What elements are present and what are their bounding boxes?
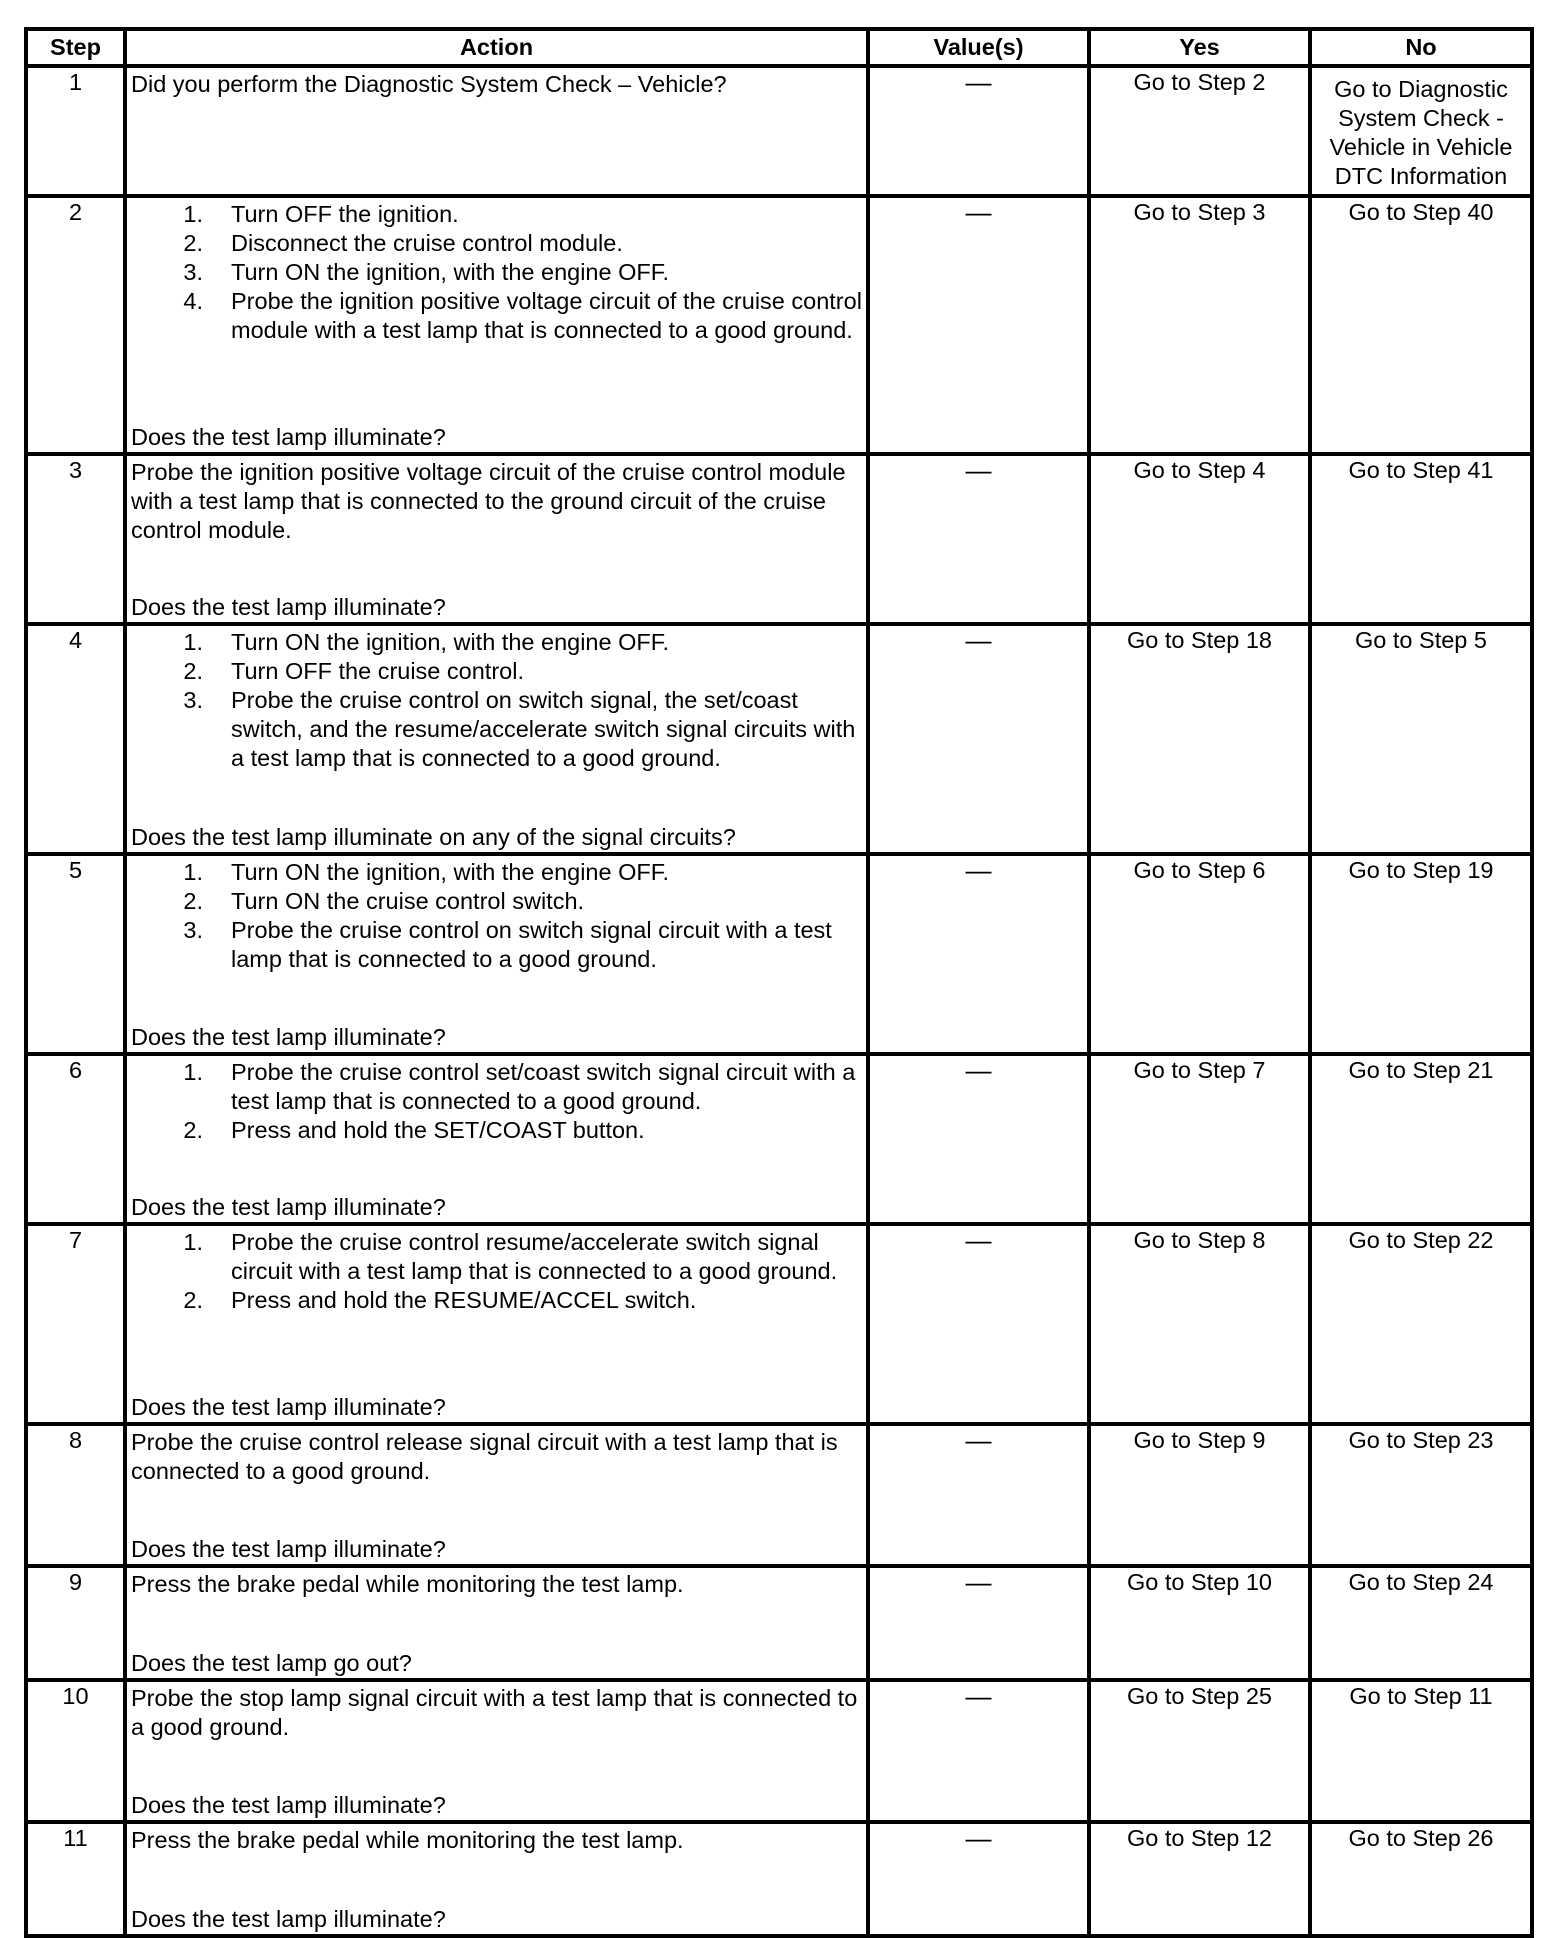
action-steps-list	[131, 1228, 862, 1315]
yes-cell	[1089, 1054, 1310, 1224]
list-item-number: 2.	[183, 1287, 203, 1313]
no-cell	[1310, 66, 1532, 196]
no-cell	[1310, 1680, 1532, 1822]
action-question: Does the test lamp go out?	[131, 1650, 412, 1676]
list-item	[131, 287, 862, 345]
value-cell: —	[868, 1680, 1089, 1822]
action-steps-list	[131, 200, 862, 345]
no-cell	[1310, 854, 1532, 1054]
list-item-number: 2.	[183, 658, 203, 684]
yes-cell	[1089, 624, 1310, 854]
no-goto-text: Go to Step 40	[1348, 199, 1494, 225]
yes-goto-text: Go to Step 12	[1126, 1825, 1273, 1851]
step-number: 2	[26, 196, 125, 454]
action-steps-list	[131, 628, 862, 773]
list-item-text: Probe the cruise control resume/accelerate switch signal circuit with a test lamp that is connected to a good ground.	[231, 1229, 838, 1284]
yes-cell	[1089, 1224, 1310, 1424]
no-goto-text: Go to Diagnostic System Check - Vehicle in Vehicle DTC Information	[1329, 76, 1513, 189]
action-cell	[125, 1680, 868, 1822]
yes-cell	[1089, 1424, 1310, 1566]
list-item-number: 2.	[183, 1117, 203, 1143]
action-text: Press the brake pedal while monitoring the test lamp.	[131, 1571, 684, 1597]
header-action: Action	[125, 29, 868, 66]
no-goto-text: Go to Step 11	[1349, 1683, 1493, 1709]
yes-goto-text: Go to Step 3	[1133, 199, 1266, 225]
list-item-number: 2.	[183, 888, 203, 914]
table-row	[26, 1224, 1532, 1424]
table-row	[26, 1566, 1532, 1680]
value-cell: —	[868, 454, 1089, 624]
list-item	[131, 887, 862, 916]
no-goto-text: Go to Step 19	[1348, 857, 1494, 883]
yes-goto-text: Go to Step 6	[1133, 857, 1266, 883]
action-cell	[125, 624, 868, 854]
no-cell	[1310, 1566, 1532, 1680]
action-question: Does the test lamp illuminate?	[131, 1906, 446, 1932]
no-goto-text: Go to Step 23	[1348, 1427, 1494, 1453]
list-item	[131, 657, 862, 686]
list-item-number: 3.	[183, 687, 203, 713]
list-item-number: 2.	[183, 230, 203, 256]
list-item-text: Probe the cruise control on switch signal, the set/coast switch, and the resume/accelerate switch signal circuits with a test lamp that is connected to a good ground.	[231, 687, 856, 771]
table-row	[26, 1822, 1532, 1936]
list-item-number: 1.	[183, 629, 203, 655]
action-cell	[125, 66, 868, 196]
header-yes: Yes	[1089, 29, 1310, 66]
value-cell: —	[868, 854, 1089, 1054]
list-item-text: Turn ON the cruise control switch.	[231, 888, 585, 914]
step-number: 10	[26, 1680, 125, 1822]
header-row	[26, 29, 1532, 66]
step-number: 4	[26, 624, 125, 854]
action-cell	[125, 1224, 868, 1424]
list-item	[131, 1286, 862, 1315]
list-item	[131, 916, 862, 974]
step-number: 5	[26, 854, 125, 1054]
list-item	[131, 258, 862, 287]
step-number: 6	[26, 1054, 125, 1224]
list-item-number: 3.	[183, 259, 203, 285]
list-item-text: Press and hold the SET/COAST button.	[231, 1117, 645, 1143]
action-question: Does the test lamp illuminate on any of the signal circuits?	[131, 824, 736, 850]
list-item	[131, 686, 862, 773]
table-row	[26, 1054, 1532, 1224]
header-values: Value(s)	[868, 29, 1089, 66]
action-question: Does the test lamp illuminate?	[131, 1792, 446, 1818]
no-goto-text: Go to Step 41	[1348, 457, 1494, 483]
list-item	[131, 1228, 862, 1286]
action-cell	[125, 1566, 868, 1680]
action-question: Does the test lamp illuminate?	[131, 594, 446, 620]
yes-goto-text: Go to Step 25	[1126, 1683, 1273, 1709]
list-item-text: Turn ON the ignition, with the engine OFF.	[231, 629, 670, 655]
action-question: Does the test lamp illuminate?	[131, 1536, 446, 1562]
step-number: 9	[26, 1566, 125, 1680]
step-number: 7	[26, 1224, 125, 1424]
table-body	[26, 66, 1532, 1936]
yes-goto-text: Go to Step 10	[1126, 1569, 1273, 1595]
list-item	[131, 200, 862, 229]
list-item-text: Disconnect the cruise control module.	[231, 230, 623, 256]
action-question: Does the test lamp illuminate?	[131, 1194, 446, 1220]
header-step: Step	[26, 29, 125, 66]
no-cell	[1310, 624, 1532, 854]
list-item-text: Turn OFF the ignition.	[231, 201, 459, 227]
diagnostic-table	[24, 27, 1534, 1938]
list-item-number: 3.	[183, 917, 203, 943]
list-item-text: Probe the ignition positive voltage circuit of the cruise control module with a test lamp that is connected to a good ground.	[231, 288, 862, 343]
table-row	[26, 854, 1532, 1054]
no-cell	[1310, 1054, 1532, 1224]
step-number: 8	[26, 1424, 125, 1566]
yes-cell	[1089, 1680, 1310, 1822]
table-row	[26, 454, 1532, 624]
no-goto-text: Go to Step 26	[1348, 1825, 1494, 1851]
no-goto-text: Go to Step 24	[1348, 1569, 1494, 1595]
action-text: Probe the stop lamp signal circuit with a test lamp that is connected to a good ground.	[131, 1685, 858, 1740]
list-item-text: Probe the cruise control on switch signal circuit with a test lamp that is connected to a good ground.	[231, 917, 832, 972]
list-item	[131, 229, 862, 258]
list-item-text: Turn ON the ignition, with the engine OFF.	[231, 859, 670, 885]
no-cell	[1310, 196, 1532, 454]
list-item-number: 4.	[183, 288, 203, 314]
no-goto-text: Go to Step 21	[1348, 1057, 1494, 1083]
value-cell: —	[868, 1566, 1089, 1680]
action-text: Probe the cruise control release signal circuit with a test lamp that is connected to a good ground.	[131, 1429, 838, 1484]
table-row	[26, 1424, 1532, 1566]
action-steps-list	[131, 858, 862, 974]
table-row	[26, 196, 1532, 454]
value-cell: —	[868, 1054, 1089, 1224]
table-row	[26, 1680, 1532, 1822]
value-cell: —	[868, 196, 1089, 454]
action-question: Does the test lamp illuminate?	[131, 1024, 446, 1050]
yes-cell	[1089, 1566, 1310, 1680]
action-text: Probe the ignition positive voltage circuit of the cruise control module with a test lamp that is connected to the ground circuit of the cruise control module.	[131, 459, 846, 543]
yes-cell	[1089, 854, 1310, 1054]
no-goto-text: Go to Step 22	[1348, 1227, 1494, 1253]
value-cell: —	[868, 1424, 1089, 1566]
list-item-text: Turn OFF the cruise control.	[231, 658, 524, 684]
step-number: 11	[26, 1822, 125, 1936]
yes-goto-text: Go to Step 18	[1126, 627, 1273, 653]
yes-goto-text: Go to Step 7	[1133, 1057, 1266, 1083]
table-row	[26, 66, 1532, 196]
no-cell	[1310, 1224, 1532, 1424]
yes-goto-text: Go to Step 8	[1133, 1227, 1266, 1253]
action-cell	[125, 854, 868, 1054]
list-item	[131, 628, 862, 657]
value-cell: —	[868, 66, 1089, 196]
value-cell: —	[868, 1822, 1089, 1936]
step-number: 1	[26, 66, 125, 196]
list-item-text: Probe the cruise control set/coast switch signal circuit with a test lamp that is connected to a good ground.	[231, 1059, 856, 1114]
action-text: Press the brake pedal while monitoring the test lamp.	[131, 1827, 684, 1853]
yes-goto-text: Go to Step 9	[1133, 1427, 1266, 1453]
action-text: Did you perform the Diagnostic System Check – Vehicle?	[131, 71, 727, 97]
action-cell	[125, 1054, 868, 1224]
list-item	[131, 858, 862, 887]
action-cell	[125, 1822, 868, 1936]
no-goto-text: Go to Step 5	[1355, 627, 1487, 653]
action-question: Does the test lamp illuminate?	[131, 424, 446, 450]
list-item-text: Press and hold the RESUME/ACCEL switch.	[231, 1287, 697, 1313]
yes-cell	[1089, 66, 1310, 196]
value-cell: —	[868, 624, 1089, 854]
action-cell	[125, 1424, 868, 1566]
yes-cell	[1089, 196, 1310, 454]
list-item-number: 1.	[183, 1059, 203, 1085]
list-item-text: Turn ON the ignition, with the engine OFF.	[231, 259, 670, 285]
step-number: 3	[26, 454, 125, 624]
no-cell	[1310, 1822, 1532, 1936]
list-item-number: 1.	[183, 1229, 203, 1255]
list-item-number: 1.	[183, 201, 203, 227]
table-row	[26, 624, 1532, 854]
value-cell: —	[868, 1224, 1089, 1424]
action-cell	[125, 196, 868, 454]
list-item	[131, 1116, 862, 1145]
action-steps-list	[131, 1058, 862, 1145]
action-question: Does the test lamp illuminate?	[131, 1394, 446, 1420]
list-item-number: 1.	[183, 859, 203, 885]
header-no: No	[1310, 29, 1532, 66]
yes-cell	[1089, 454, 1310, 624]
action-cell	[125, 454, 868, 624]
yes-goto-text: Go to Step 4	[1133, 457, 1266, 483]
no-cell	[1310, 454, 1532, 624]
yes-goto-text: Go to Step 2	[1133, 69, 1266, 95]
no-cell	[1310, 1424, 1532, 1566]
yes-cell	[1089, 1822, 1310, 1936]
list-item	[131, 1058, 862, 1116]
